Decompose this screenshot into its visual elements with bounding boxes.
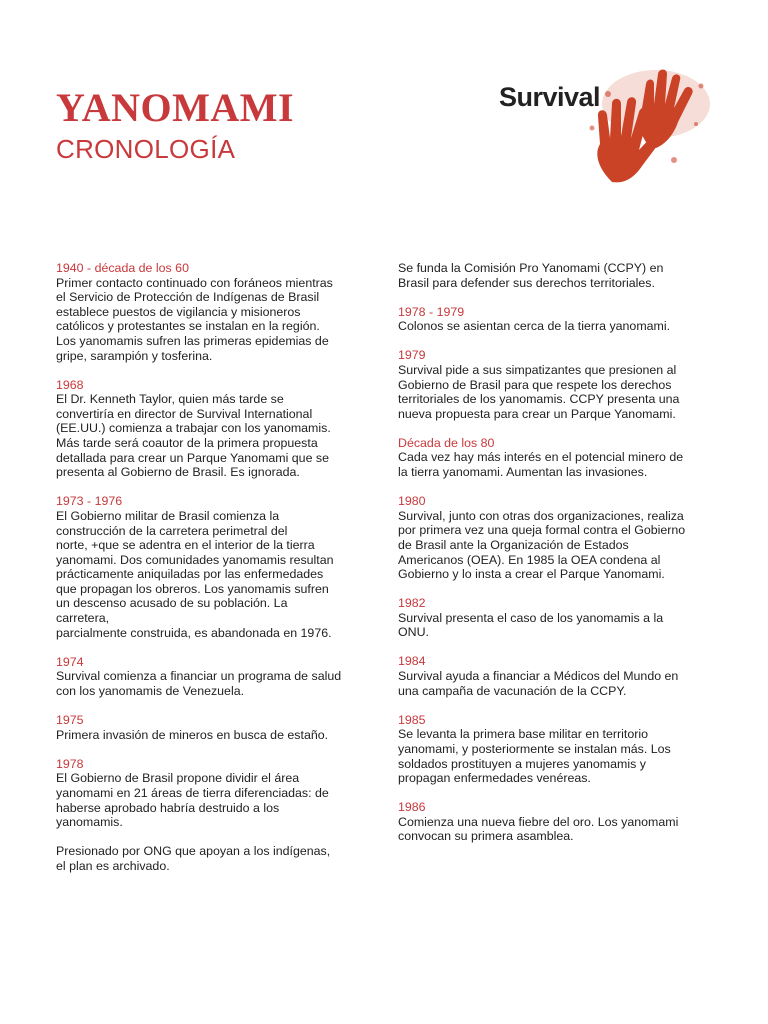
entry-year: 1982 [398, 596, 426, 611]
entry-text: Primera invasión de mineros en busca de estaño. [56, 727, 329, 742]
entry-year: 1985 [398, 712, 426, 727]
entry-year: 1968 [56, 377, 84, 392]
survival-logo [496, 64, 716, 184]
entry-text: El Gobierno de Brasil propone dividir el área yanomami en 21 áreas de tierra diferenciadas: de haberse aprobado habría destruido a los yanomamis. Presionado por ONG que apoyan a los indígenas, el plan es archivado. [56, 771, 331, 873]
timeline-entry [398, 436, 690, 480]
timeline-entry [398, 654, 690, 698]
timeline-left-column [56, 261, 342, 888]
page-title: YANOMAMI [56, 85, 295, 130]
entry-text: El Dr. Kenneth Taylor, quien más tarde se convertiría en director de Survival International (EE.UU.) comienza a trabajar con los yanomamis. Más tarde será coautor de la primera propuesta detallada para crear un Parque Yanomami que se presenta al Gobierno de Brasil. Es ignorada. [56, 392, 331, 480]
entry-text: Primer contacto continuado con foráneos mientras el Servicio de Protección de Indígenas de Brasil establece puestos de vigilancia y misioneros católicos y protestantes se instalan en la región. Los yanomamis sufren las primeras epidemias de gripe, sarampión y tosferina. [56, 275, 333, 363]
entry-text: Cada vez hay más interés en el potencial minero de la tierra yanomami. Aumentan las invasiones. [398, 450, 684, 480]
entry-year: 1984 [398, 654, 426, 669]
timeline-entry [398, 800, 690, 844]
entry-text: Survival ayuda a financiar a Médicos del Mundo en una campaña de vacunación de la CCPY. [398, 669, 679, 698]
entry-text: Colonos se asientan cerca de la tierra yanomami. [398, 319, 671, 334]
timeline-entry [56, 713, 342, 742]
timeline-entry [398, 596, 690, 640]
entry-text: Survival pide a sus simpatizantes que presionen al Gobierno de Brasil para que respete los derechos territoriales de los yanomamis. CCPY presenta una nueva propuesta para crear un Parque Yanomami. [398, 362, 680, 421]
entry-year: 1978 [56, 756, 84, 771]
entry-text: Comienza una nueva fiebre del oro. Los yanomami convocan su primera asamblea. [398, 814, 679, 844]
timeline-entry [56, 494, 342, 640]
entry-text: Survival presenta el caso de los yanomamis a la ONU. [398, 610, 664, 640]
entry-text: El Gobierno militar de Brasil comienza la construcción de la carretera perimetral del norte, +que se adentra en el interior de la tierra yanomami. Dos comunidades yanomamis resultan prácticamente aniquiladas por las enfermedades que propagan los obreros. Los yanomamis sufren un descenso acusado de su población. La carretera, parcialmente construida, es abandonada en 1976. [56, 508, 334, 640]
entry-year: 1973 - 1976 [56, 494, 123, 509]
entry-year: 1940 - década de los 60 [56, 261, 189, 275]
timeline-entry [56, 757, 342, 874]
timeline-right-column [398, 261, 690, 859]
timeline-entry [56, 261, 342, 363]
timeline-entry [398, 494, 690, 582]
entry-year: 1974 [56, 654, 84, 669]
entry-year: 1979 [398, 348, 426, 363]
entry-text: Survival comienza a financiar un programa de salud con los yanomamis de Venezuela. [56, 669, 342, 698]
entry-year: 1975 [56, 713, 84, 728]
timeline-entry [398, 305, 690, 334]
timeline-entry [56, 378, 342, 480]
timeline-entry [56, 655, 342, 699]
entry-text: Se funda la Comisión Pro Yanomami (CCPY) en Brasil para defender sus derechos territoriales. [398, 261, 664, 290]
timeline-entry [398, 348, 690, 421]
entry-text: Se levanta la primera base militar en territorio yanomami, y posteriormente se instalan más. Los soldados prostituyen a mujeres yanomamis y propagan enfermedades venéreas. [398, 727, 671, 786]
timeline-entry [398, 261, 690, 290]
page-subtitle: CRONOLOGÍA [56, 134, 236, 164]
entry-year: 1986 [398, 800, 426, 815]
entry-year: 1978 - 1979 [398, 304, 465, 319]
entry-text: Survival, junto con otras dos organizaciones, realiza por primera vez una queja formal contra el Gobierno de Brasil ante la Organización de Estados Americanos (OEA). En 1985 la OEA condena al Gobierno y lo insta a crear el Parque Yanomami. [398, 508, 686, 582]
entry-year: Década de los 80 [398, 435, 495, 450]
logo-wordmark: Survival [499, 82, 601, 112]
timeline-entry [398, 713, 690, 786]
entry-year: 1980 [398, 494, 426, 509]
